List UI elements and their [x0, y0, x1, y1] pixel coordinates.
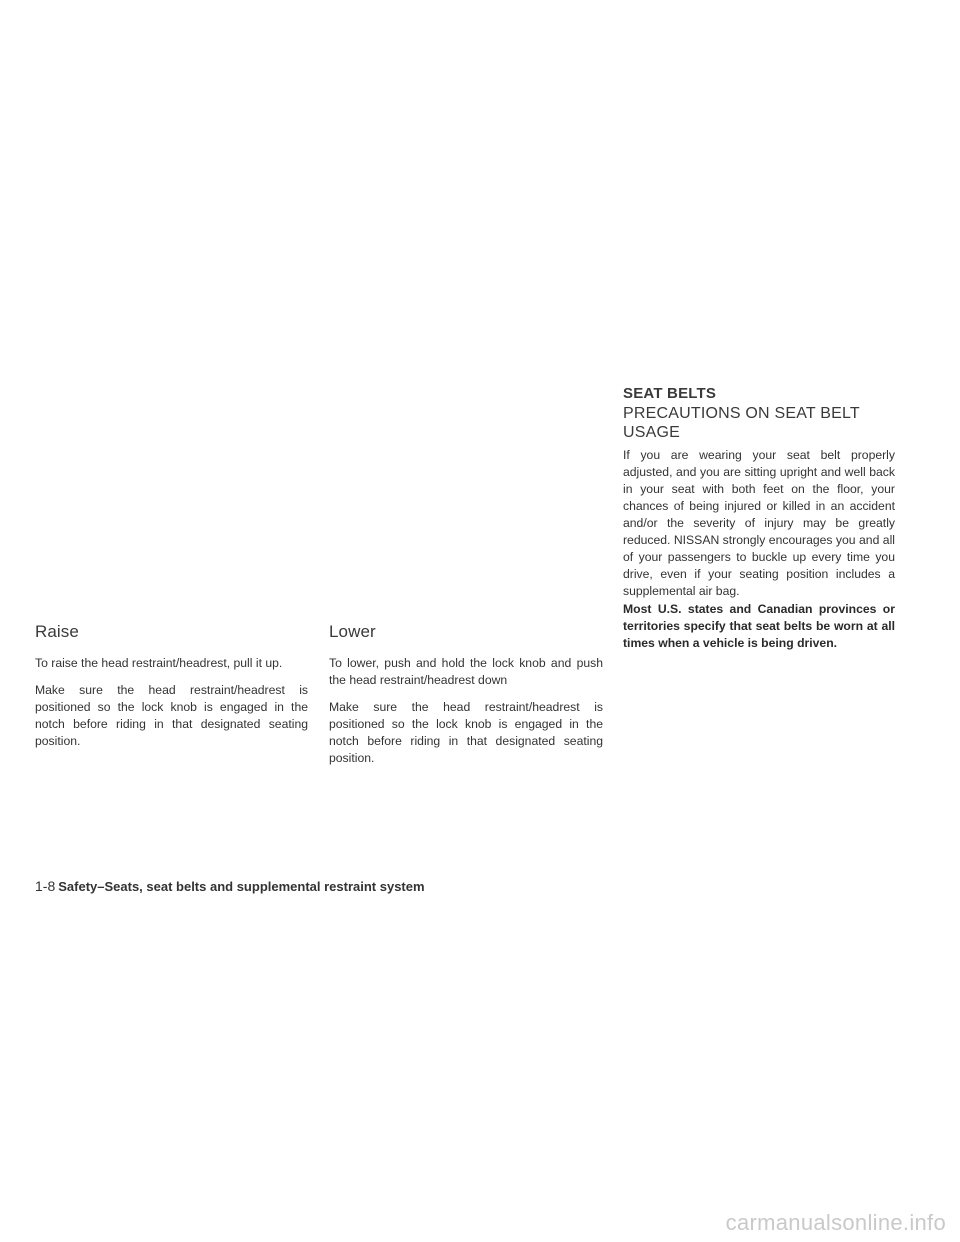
lower-heading: Lower — [329, 622, 376, 641]
page-footer — [35, 878, 425, 894]
topic-title: PRECAUTIONS ON SEAT BELT USAGE — [623, 405, 860, 441]
raise-heading: Raise — [35, 622, 79, 641]
section-title: SEAT BELTS — [623, 385, 717, 402]
raise-paragraph-1: To raise the head restraint/headrest, pull it up. — [35, 656, 283, 670]
seat-belts-paragraph: If you are wearing your seat belt properly adjusted, and you are sitting upright and well back in your seat with both feet on the floor, your chances of being injured or killed in an accident and/or the severity of injury may be greatly reduced. NISSAN strongly encourages you and all of your passengers to buckle up every time you drive, even if your seating position includes a supplemental air bag. — [623, 448, 895, 598]
raise-paragraph-2: Make sure the head restraint/headrest is positioned so the lock knob is engaged in the notch before riding in that designated seating position. — [35, 683, 308, 748]
lower-paragraph-2: Make sure the head restraint/headrest is positioned so the lock knob is engaged in the notch before riding in that designated seating position. — [329, 700, 603, 765]
lower-paragraph-1: To lower, push and hold the lock knob and push the head restraint/headrest down — [329, 656, 603, 687]
page-number: 1-8 — [35, 878, 56, 894]
seat-belts-bold-paragraph: Most U.S. states and Canadian provinces or territories specify that seat belts be worn at all times when a vehicle is being driven. — [623, 602, 895, 650]
chapter-title: Safety–Seats, seat belts and supplemental restraint system — [58, 879, 425, 894]
watermark: carmanualsonline.info — [725, 1210, 946, 1235]
